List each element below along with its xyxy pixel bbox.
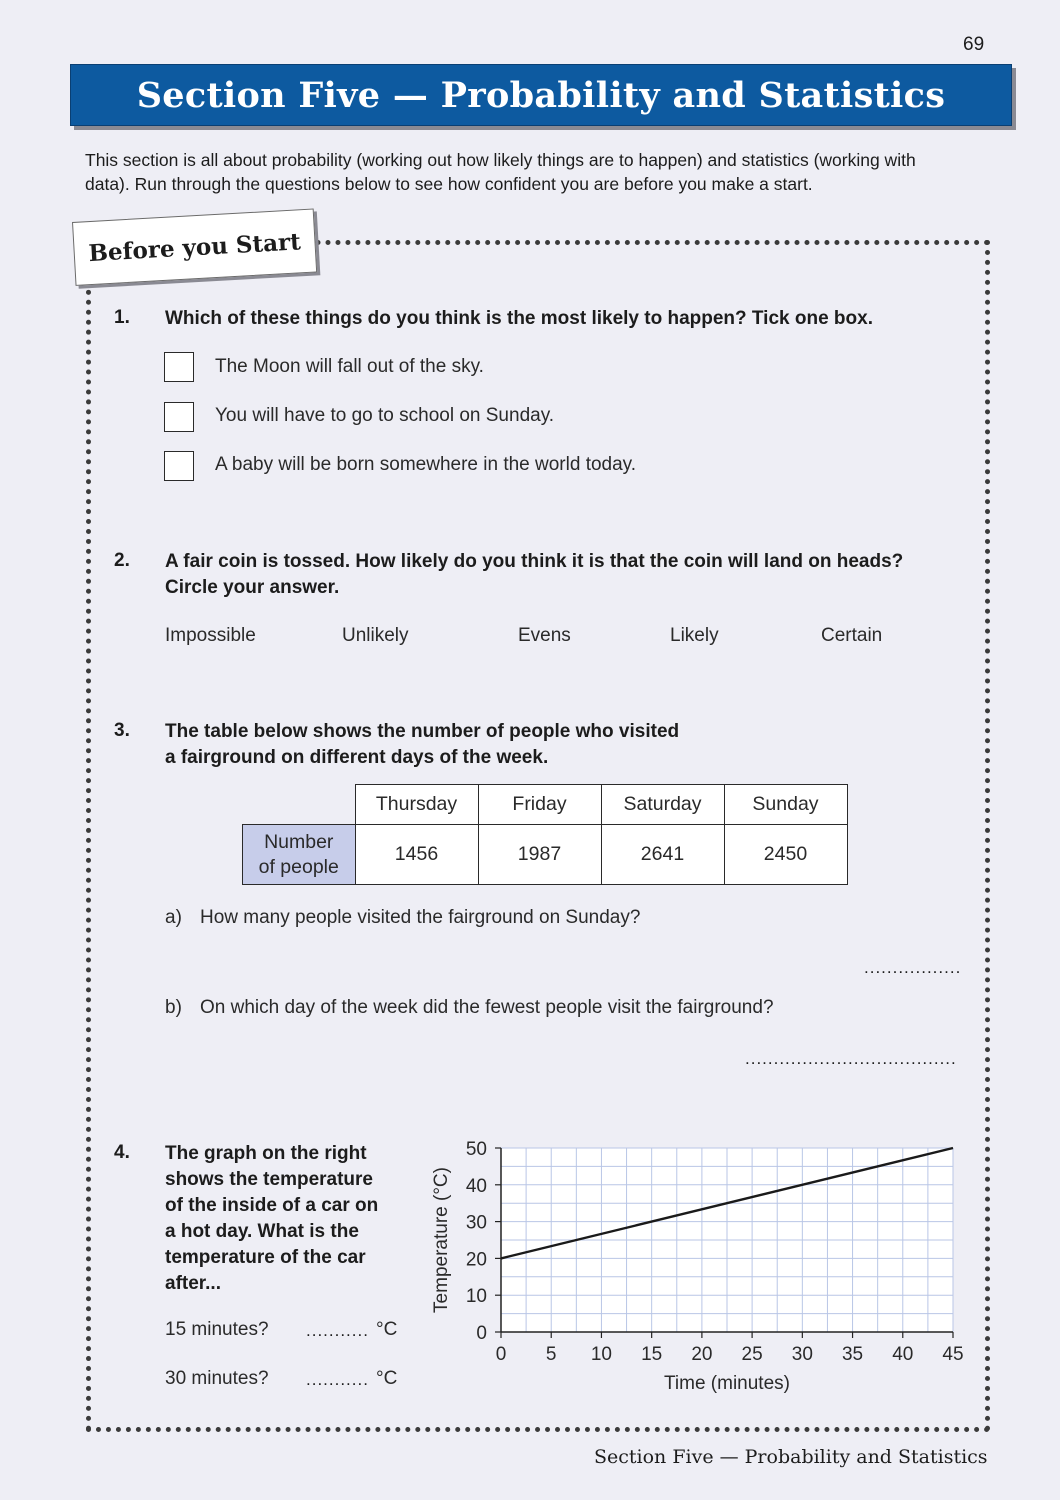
- q4-text-line: after...: [165, 1273, 221, 1294]
- q4-answer-15-label: 15 minutes?: [165, 1319, 269, 1340]
- chart-y-tick-label: 10: [465, 1286, 487, 1308]
- q4-number: 4.: [114, 1142, 130, 1163]
- q4-answer-15-unit: °C: [376, 1319, 398, 1340]
- q1-text: Which of these things do you think is the most likely to happen? Tick one box.: [165, 308, 873, 329]
- chart-x-tick-label: 40: [892, 1344, 914, 1365]
- q2-choice-certain[interactable]: Certain: [821, 625, 883, 646]
- table-header-thursday: Thursday: [355, 785, 478, 825]
- q4-text-line: a hot day. What is the: [165, 1221, 359, 1242]
- chart-y-tick-label: 40: [465, 1175, 487, 1197]
- table-cell-sunday: 2450: [724, 825, 847, 885]
- table-header-friday: Friday: [478, 785, 601, 825]
- section-title: Section Five — Probability and Statistics: [136, 74, 946, 116]
- row-header-line-1: Number: [264, 830, 334, 853]
- q1-option-3-label: A baby will be born somewhere in the world today.: [215, 454, 637, 475]
- table-cell-thursday: 1456: [355, 825, 478, 885]
- q4-text-line: shows the temperature: [165, 1169, 373, 1190]
- table-header-saturday: Saturday: [601, 785, 724, 825]
- q4-answer-30-line[interactable]: ...........: [306, 1370, 369, 1389]
- q2-choice-unlikely[interactable]: Unlikely: [342, 625, 409, 646]
- chart-y-tick-label: 20: [465, 1249, 487, 1271]
- q1-option-1-label: The Moon will fall out of the sky.: [215, 356, 484, 377]
- q3a-text: How many people visited the fairground on Sunday?: [200, 907, 641, 928]
- q2-choice-evens[interactable]: Evens: [518, 625, 571, 646]
- chart-y-tick-label: 50: [465, 1139, 487, 1160]
- table-corner: [243, 785, 356, 825]
- q3-text-line-2: a fairground on different days of the week.: [165, 747, 549, 768]
- chart-x-tick-label: 25: [741, 1344, 763, 1365]
- visitors-table: [242, 784, 848, 885]
- chart-x-tick-label: 15: [641, 1344, 663, 1365]
- chart-grid: [501, 1148, 953, 1332]
- q4-answer-30-unit: °C: [376, 1368, 398, 1389]
- q1-option-1-checkbox[interactable]: [164, 352, 194, 382]
- chart-x-tick-label: 10: [590, 1344, 613, 1365]
- chart-x-tick-label: 35: [841, 1344, 864, 1365]
- before-you-start-label: Before you Start: [87, 227, 302, 267]
- chart-y-tick-label: 30: [465, 1212, 487, 1234]
- row-header-line-2: of people: [258, 855, 339, 878]
- q2-choice-impossible[interactable]: Impossible: [165, 625, 256, 646]
- chart-x-tick-label: 20: [691, 1344, 713, 1365]
- page-number: 69: [963, 34, 985, 55]
- chart-x-tick-label: 0: [495, 1344, 507, 1365]
- q1-option-2-label: You will have to go to school on Sunday.: [215, 405, 555, 426]
- chart-x-axis-title: Time (minutes): [664, 1373, 790, 1394]
- table-row-header: [243, 825, 356, 885]
- chart-x-tick-label: 30: [791, 1344, 813, 1365]
- q4-answer-15-line[interactable]: ...........: [306, 1321, 369, 1340]
- q4-text: [165, 1141, 405, 1297]
- q4-text-line: of the inside of a car on: [165, 1195, 379, 1216]
- q4-text-line: The graph on the right: [165, 1143, 367, 1164]
- chart-y-tick-label: 0: [476, 1323, 487, 1344]
- table-cell-saturday: 2641: [601, 825, 724, 885]
- table-cell-friday: 1987: [478, 825, 601, 885]
- page-footer: Section Five — Probability and Statistics: [594, 1446, 988, 1468]
- q1-number: 1.: [114, 307, 130, 328]
- q3b-text: On which day of the week did the fewest people visit the fairground?: [200, 997, 774, 1018]
- table-header-sunday: Sunday: [724, 785, 847, 825]
- before-you-start-tab: [72, 208, 317, 285]
- q2-text-line-1: A fair coin is tossed. How likely do you think it is that the coin will land on heads?: [165, 551, 904, 572]
- chart-x-tick-label: 5: [545, 1344, 557, 1365]
- temperature-chart: [420, 1130, 980, 1410]
- q3a-label: a): [165, 907, 182, 928]
- q2-text-line-2: Circle your answer.: [165, 577, 340, 598]
- q3b-label: b): [165, 997, 182, 1018]
- q3b-answer-line[interactable]: .....................................: [745, 1049, 957, 1068]
- q3-text-line-1: The table below shows the number of people who visited: [165, 721, 680, 742]
- section-title-banner: [70, 64, 1012, 126]
- q3-number: 3.: [114, 720, 130, 741]
- q3a-answer-line[interactable]: .................: [864, 958, 962, 977]
- q1-option-2-checkbox[interactable]: [164, 402, 194, 432]
- q4-answer-30-label: 30 minutes?: [165, 1368, 269, 1389]
- intro-text: This section is all about probability (working out how likely things are to happen) and statistics (working with data). Run through the questions below to see how confident you are before you make a start.: [85, 150, 916, 194]
- q4-text-line: temperature of the car: [165, 1247, 366, 1268]
- q2-choice-likely[interactable]: Likely: [670, 625, 719, 646]
- chart-x-tick-label: 45: [942, 1344, 964, 1365]
- chart-y-axis-title: Temperature (°C): [431, 1167, 452, 1313]
- q1-option-3-checkbox[interactable]: [164, 451, 194, 481]
- q2-number: 2.: [114, 550, 130, 571]
